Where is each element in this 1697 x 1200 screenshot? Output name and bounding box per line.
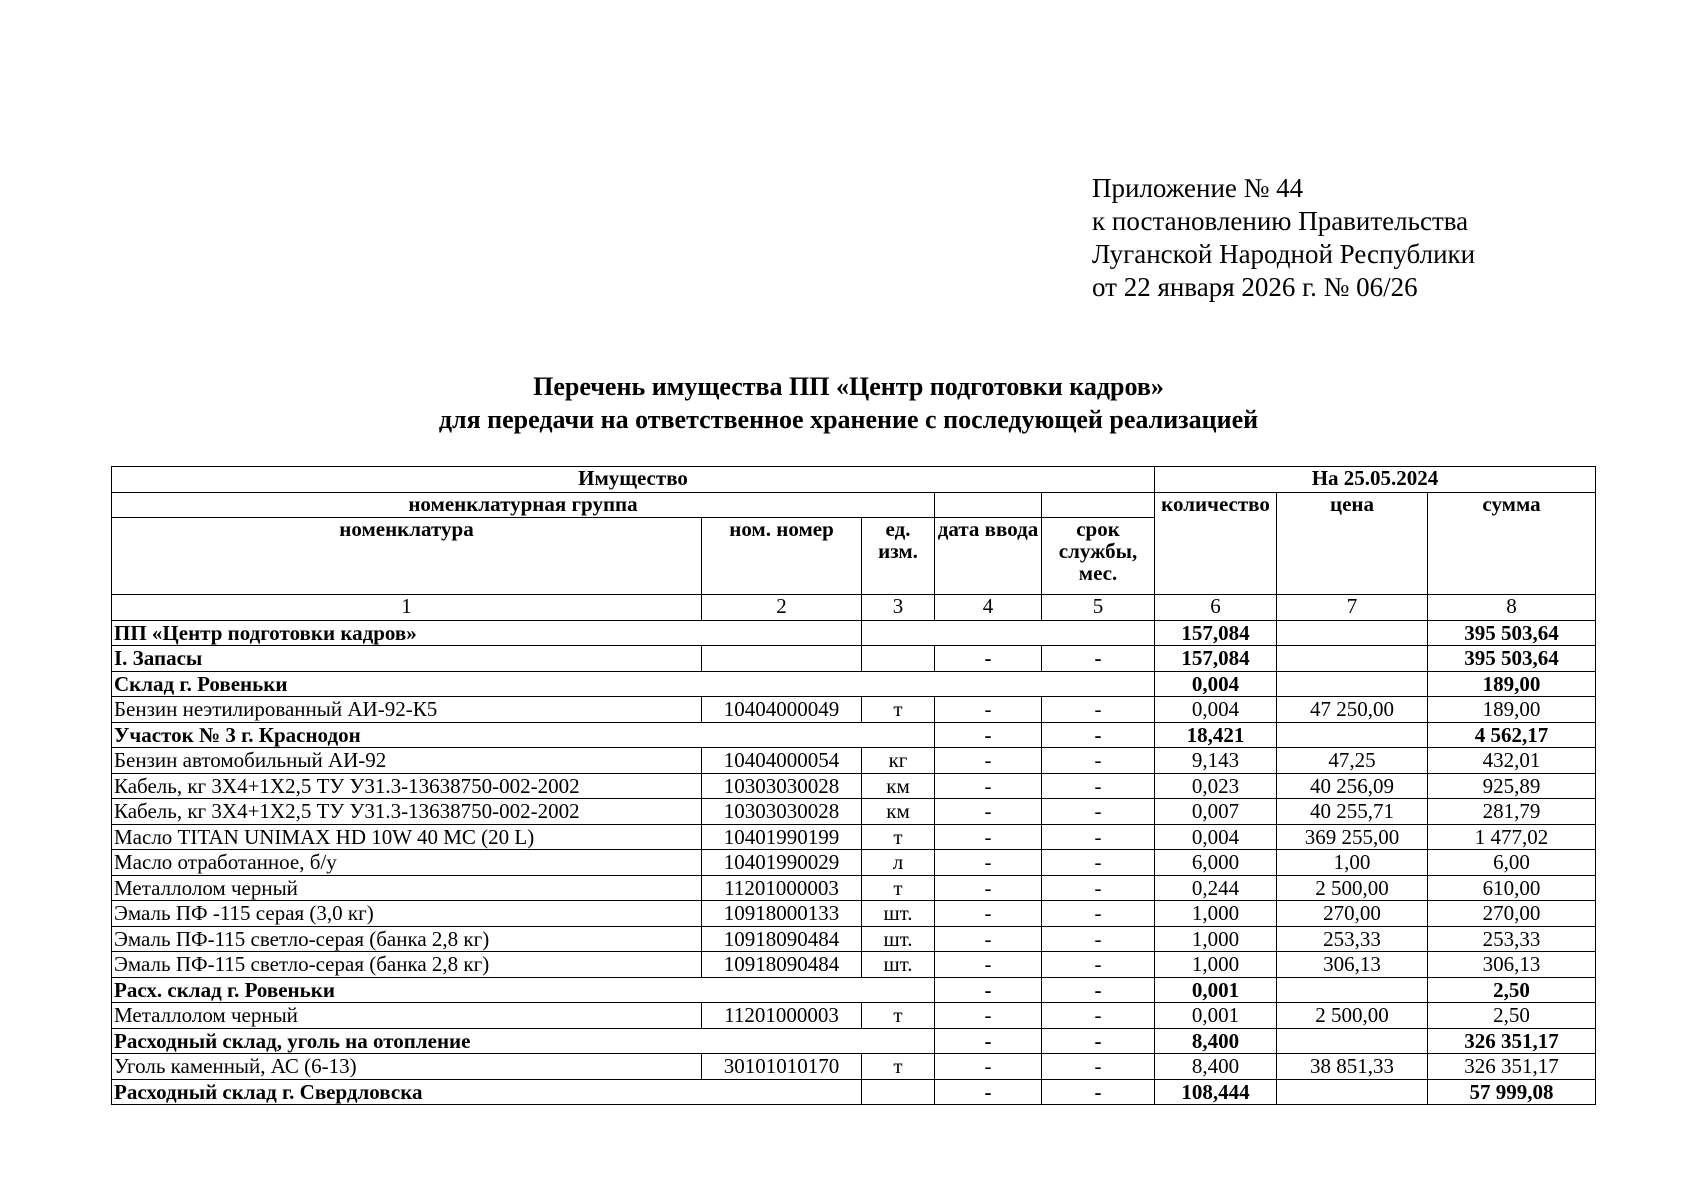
row-unit: т (862, 1003, 935, 1029)
appendix-block (1092, 172, 1475, 304)
row-name: Металлолом черный (112, 875, 702, 901)
row-sum: 306,13 (1428, 952, 1596, 978)
header-nom-number: ном. номер (702, 518, 862, 595)
row-date: - (935, 697, 1042, 723)
row-date: - (935, 875, 1042, 901)
row-qty: 8,400 (1155, 1054, 1277, 1080)
table-row-group (112, 977, 1596, 1003)
row-qty: 0,244 (1155, 875, 1277, 901)
row-date: - (935, 824, 1042, 850)
title-line-2: для передачи на ответственное хранение с последующей реализацией (438, 405, 1259, 434)
row-date: - (935, 1054, 1042, 1080)
row-sum: 1 477,02 (1428, 824, 1596, 850)
row-qty: 6,000 (1155, 850, 1277, 876)
header-sum: сумма (1428, 492, 1596, 595)
row-unit: шт. (862, 952, 935, 978)
row-price (1277, 722, 1428, 748)
row-life: - (1042, 1079, 1155, 1105)
table-row-group (112, 722, 1596, 748)
row-nom: 11201000003 (702, 1003, 862, 1029)
row-name: Расх. склад г. Ровеньки (112, 977, 935, 1003)
row-date: - (935, 748, 1042, 774)
row-price (1277, 977, 1428, 1003)
row-nom: 10404000054 (702, 748, 862, 774)
row-sum: 432,01 (1428, 748, 1596, 774)
header-nomenclature-group: номенклатурная группа (112, 492, 935, 518)
header-unit: ед. изм. (862, 518, 935, 595)
row-name: Расходный склад, уголь на отопление (112, 1028, 935, 1054)
header-date-input: дата ввода (935, 518, 1042, 595)
row-qty: 157,084 (1155, 620, 1277, 646)
table-row (112, 926, 1596, 952)
col-number: 4 (935, 595, 1042, 621)
appendix-line-1: Приложение № 44 (1092, 173, 1304, 203)
row-life: - (1042, 824, 1155, 850)
header-service-life: срок службы, мес. (1042, 518, 1155, 595)
table-row (112, 875, 1596, 901)
header-price: цена (1277, 492, 1428, 595)
row-price: 47 250,00 (1277, 697, 1428, 723)
row-name: Масло отработанное, б/у (112, 850, 702, 876)
document-title (0, 370, 1697, 436)
table-row (112, 697, 1596, 723)
row-life: - (1042, 977, 1155, 1003)
header-row-2 (112, 492, 1596, 518)
row-sum: 57 999,08 (1428, 1079, 1596, 1105)
header-nomenclature: номенклатура (112, 518, 702, 595)
col-number: 2 (702, 595, 862, 621)
row-qty: 1,000 (1155, 952, 1277, 978)
row-sum: 2,50 (1428, 977, 1596, 1003)
row-sum: 2,50 (1428, 1003, 1596, 1029)
appendix-line-2: к постановлению Правительства (1092, 206, 1469, 236)
row-price: 47,25 (1277, 748, 1428, 774)
row-name: Бензин автомобильный АИ-92 (112, 748, 702, 774)
row-name: I. Запасы (112, 646, 702, 672)
row-sum: 281,79 (1428, 799, 1596, 825)
row-qty: 0,001 (1155, 1003, 1277, 1029)
appendix-line-3: Луганской Народной Республики (1092, 239, 1476, 269)
row-life: - (1042, 952, 1155, 978)
title-line-1: Перечень имущества ПП «Центр подготовки кадров» (533, 372, 1164, 401)
row-nom: 10303030028 (702, 799, 862, 825)
row-nom: 10918090484 (702, 926, 862, 952)
row-name: Участок № 3 г. Краснодон (112, 722, 935, 748)
row-life: - (1042, 875, 1155, 901)
row-unit: т (862, 875, 935, 901)
column-numbers-row (112, 595, 1596, 621)
row-life: - (1042, 646, 1155, 672)
row-unit (862, 646, 935, 672)
col-number: 6 (1155, 595, 1277, 621)
row-nom: 10918090484 (702, 952, 862, 978)
row-sum: 610,00 (1428, 875, 1596, 901)
row-unit: т (862, 697, 935, 723)
col-number: 1 (112, 595, 702, 621)
row-life: - (1042, 926, 1155, 952)
header-row-1 (112, 467, 1596, 493)
table-row (112, 1003, 1596, 1029)
row-unit: л (862, 850, 935, 876)
row-name: Уголь каменный, АС (6-13) (112, 1054, 702, 1080)
row-nom: 10404000049 (702, 697, 862, 723)
row-unit: шт. (862, 901, 935, 927)
header-quantity: количество (1155, 492, 1277, 595)
row-name: Масло TITAN UNIMAX HD 10W 40 MC (20 L) (112, 824, 702, 850)
row-price: 2 500,00 (1277, 875, 1428, 901)
row-qty: 157,084 (1155, 646, 1277, 672)
row-sum: 395 503,64 (1428, 620, 1596, 646)
row-qty: 0,023 (1155, 773, 1277, 799)
row-name: Эмаль ПФ-115 светло-серая (банка 2,8 кг) (112, 926, 702, 952)
table-row-group (112, 1028, 1596, 1054)
row-date: - (935, 1079, 1042, 1105)
header-empty-4 (935, 492, 1042, 518)
row-sum: 189,00 (1428, 671, 1596, 697)
row-qty: 0,004 (1155, 697, 1277, 723)
row-sum: 4 562,17 (1428, 722, 1596, 748)
row-price (1277, 620, 1428, 646)
row-name: Эмаль ПФ -115 серая (3,0 кг) (112, 901, 702, 927)
table-row (112, 748, 1596, 774)
row-unit: т (862, 1054, 935, 1080)
row-date: - (935, 926, 1042, 952)
row-price: 306,13 (1277, 952, 1428, 978)
header-as-of: На 25.05.2024 (1155, 467, 1596, 493)
col-number: 5 (1042, 595, 1155, 621)
row-price (1277, 671, 1428, 697)
row-sum: 395 503,64 (1428, 646, 1596, 672)
row-date: - (935, 977, 1042, 1003)
row-life: - (1042, 722, 1155, 748)
row-qty: 9,143 (1155, 748, 1277, 774)
row-nom: 11201000003 (702, 875, 862, 901)
row-nom: 10401990029 (702, 850, 862, 876)
table-row (112, 1054, 1596, 1080)
row-life: - (1042, 697, 1155, 723)
row-date: - (935, 850, 1042, 876)
property-table (111, 466, 1596, 1105)
row-name: Склад г. Ровеньки (112, 671, 1155, 697)
header-property: Имущество (112, 467, 1155, 493)
row-sum: 326 351,17 (1428, 1028, 1596, 1054)
row-nom (702, 646, 862, 672)
table-row-group (112, 1079, 1596, 1105)
row-name: Эмаль ПФ-115 светло-серая (банка 2,8 кг) (112, 952, 702, 978)
table-row (112, 799, 1596, 825)
row-price: 369 255,00 (1277, 824, 1428, 850)
row-sum: 189,00 (1428, 697, 1596, 723)
row-date: - (935, 722, 1042, 748)
row-price: 38 851,33 (1277, 1054, 1428, 1080)
row-name: Металлолом черный (112, 1003, 702, 1029)
row-sum: 326 351,17 (1428, 1054, 1596, 1080)
row-date: - (935, 773, 1042, 799)
row-name: Кабель, кг 3Х4+1Х2,5 ТУ У31.3-13638750-002-2002 (112, 799, 702, 825)
row-qty: 1,000 (1155, 901, 1277, 927)
row-life: - (1042, 748, 1155, 774)
row-unit: т (862, 824, 935, 850)
row-sum: 925,89 (1428, 773, 1596, 799)
row-name: Расходный склад г. Свердловска (112, 1079, 862, 1105)
row-life: - (1042, 1028, 1155, 1054)
row-unit: шт. (862, 926, 935, 952)
row-nom: 10918000133 (702, 901, 862, 927)
table-row (112, 952, 1596, 978)
row-nom: 10401990199 (702, 824, 862, 850)
col-number: 7 (1277, 595, 1428, 621)
row-unit: км (862, 799, 935, 825)
row-qty: 8,400 (1155, 1028, 1277, 1054)
row-date: - (935, 1028, 1042, 1054)
appendix-line-4: от 22 января 2026 г. № 06/26 (1092, 272, 1418, 302)
row-nom: 10303030028 (702, 773, 862, 799)
row-date: - (935, 1003, 1042, 1029)
row-unit: кг (862, 748, 935, 774)
row-qty: 0,001 (1155, 977, 1277, 1003)
row-price: 253,33 (1277, 926, 1428, 952)
row-price: 40 256,09 (1277, 773, 1428, 799)
row-price (1277, 1028, 1428, 1054)
table-row-group (112, 646, 1596, 672)
row-life: - (1042, 773, 1155, 799)
table-row (112, 850, 1596, 876)
table-row (112, 773, 1596, 799)
row-price (1277, 1079, 1428, 1105)
row-nom: 30101010170 (702, 1054, 862, 1080)
row-life: - (1042, 850, 1155, 876)
row-price: 2 500,00 (1277, 1003, 1428, 1029)
row-price: 270,00 (1277, 901, 1428, 927)
row-qty: 0,004 (1155, 824, 1277, 850)
row-sum: 6,00 (1428, 850, 1596, 876)
col-number: 8 (1428, 595, 1596, 621)
row-date: - (935, 952, 1042, 978)
row-date: - (935, 799, 1042, 825)
row-qty: 1,000 (1155, 926, 1277, 952)
row-life: - (1042, 901, 1155, 927)
row-price: 40 255,71 (1277, 799, 1428, 825)
row-unit: км (862, 773, 935, 799)
row-qty: 0,007 (1155, 799, 1277, 825)
row-life: - (1042, 799, 1155, 825)
row-life: - (1042, 1003, 1155, 1029)
row-price (1277, 646, 1428, 672)
row-life: - (1042, 1054, 1155, 1080)
row-price: 1,00 (1277, 850, 1428, 876)
row-unit (862, 1079, 935, 1105)
row-sum: 253,33 (1428, 926, 1596, 952)
row-name: Бензин неэтилированный АИ-92-К5 (112, 697, 702, 723)
row-date: - (935, 646, 1042, 672)
table-row (112, 901, 1596, 927)
row-date: - (935, 901, 1042, 927)
row-name: ПП «Центр подготовки кадров» (112, 620, 862, 646)
row-qty: 108,444 (1155, 1079, 1277, 1105)
table-row-group (112, 671, 1596, 697)
row-sum: 270,00 (1428, 901, 1596, 927)
col-number: 3 (862, 595, 935, 621)
table-row-total (112, 620, 1596, 646)
row-qty: 0,004 (1155, 671, 1277, 697)
table-row (112, 824, 1596, 850)
row-empty (862, 620, 1155, 646)
row-qty: 18,421 (1155, 722, 1277, 748)
row-name: Кабель, кг 3Х4+1Х2,5 ТУ У31.3-13638750-002-2002 (112, 773, 702, 799)
header-empty-5 (1042, 492, 1155, 518)
